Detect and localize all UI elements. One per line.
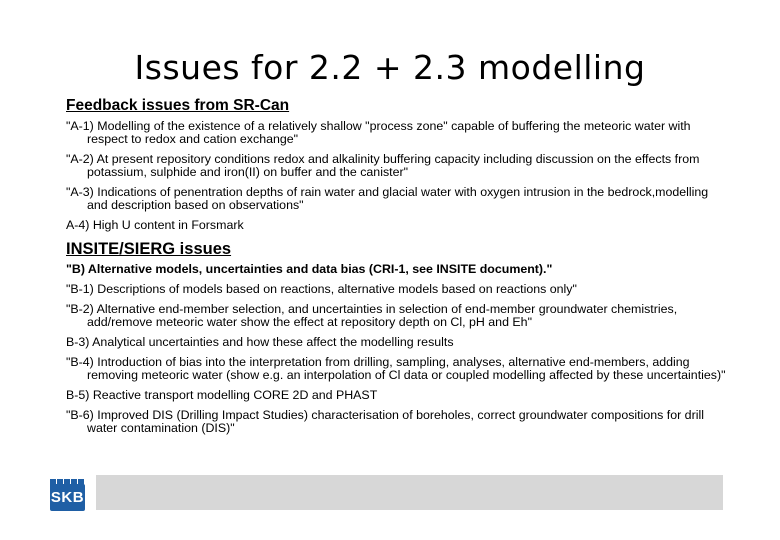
- section-heading-insite: INSITE/SIERG issues: [66, 240, 232, 258]
- issue-b3: B-3) Analytical uncertainties and how these affect the modelling results: [66, 335, 454, 349]
- issue-b-intro: "B) Alternative models, uncertainties and data bias (CRI-1, see INSITE document).": [66, 262, 553, 276]
- issue-b1: "B-1) Descriptions of models based on reactions, alternative models based on reactions only": [66, 282, 577, 296]
- slide-content: [66, 97, 726, 442]
- issue-b5: B-5) Reactive transport modelling CORE 2D and PHAST: [66, 388, 378, 402]
- issue-b4: "B-4) Introduction of bias into the interpretation from drilling, sampling, analyses, alternative end-members, adding removing meteoric water (show e.g. an interpolation of Cl data or coupled modelling affected by these uncertainties)": [66, 355, 726, 382]
- section-heading-sr-can: Feedback issues from SR-Can: [66, 97, 290, 114]
- issue-b6: "B-6) Improved DIS (Drilling Impact Studies) characterisation of boreholes, correct groundwater compositions for drill water contamination (DIS)": [66, 408, 704, 435]
- issue-a1: "A-1) Modelling of the existence of a relatively shallow "process zone" capable of buffering the meteoric water with respect to redox and cation exchange": [66, 119, 691, 146]
- skb-logo: SKB: [50, 484, 85, 511]
- skb-logo-mark: [50, 474, 85, 482]
- slide-title: Issues for 2.2 + 2.3 modelling: [134, 48, 646, 87]
- issue-a2: "A-2) At present repository conditions redox and alkalinity buffering capacity including discussion on the effects from potassium, sulphide and iron(II) on buffer and the canister": [66, 152, 700, 179]
- issue-a3: "A-3) Indications of penentration depths of rain water and glacial water with oxygen intrusion in the bedrock,modelling and description based on observations": [66, 185, 709, 212]
- issue-a4: A-4) High U content in Forsmark: [66, 218, 244, 232]
- issue-b2: "B-2) Alternative end-member selection, and uncertainties in selection of end-member groundwater chemistries, add/remove meteoric water show the effect at repository depth on Cl, pH and Eh": [66, 302, 678, 329]
- footer-bar: [96, 475, 723, 510]
